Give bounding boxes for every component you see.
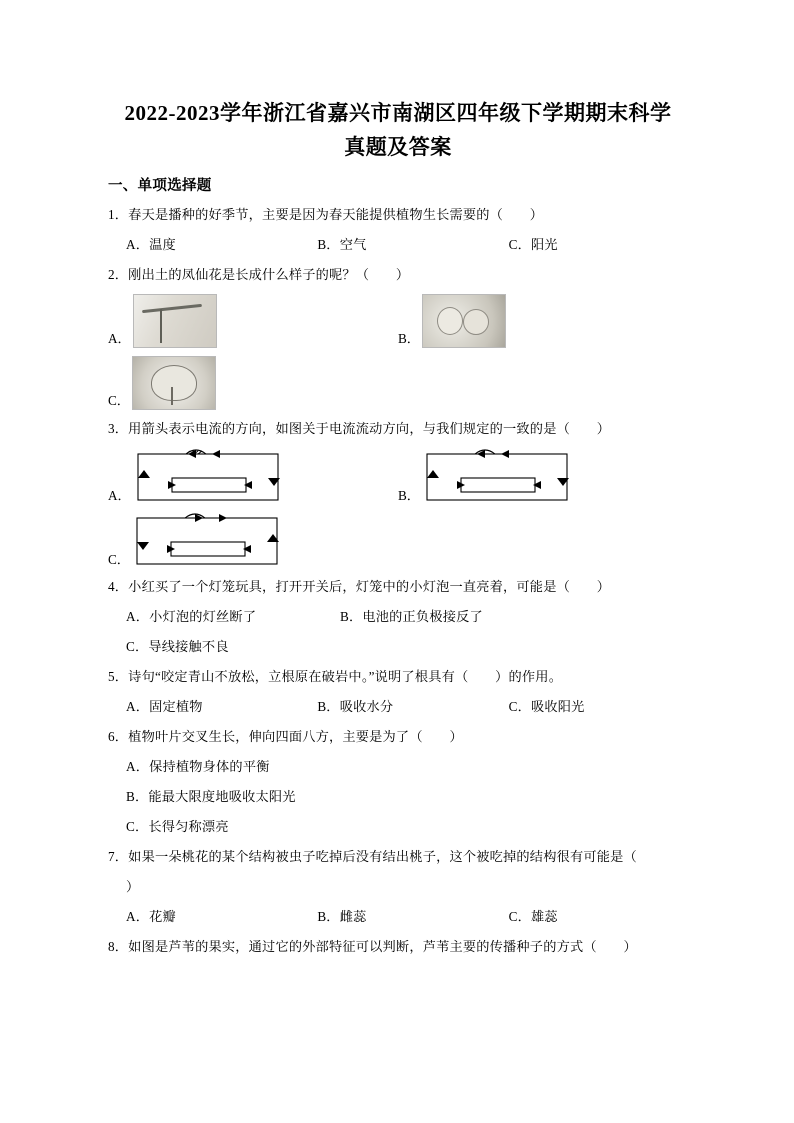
question-1-option-a[interactable]: A．温度 [126,237,176,252]
question-1-option-b[interactable]: B．空气 [317,237,367,252]
question-3-option-a[interactable] [108,448,398,506]
question-3-option-a-label: A． [108,488,131,503]
question-7-option-b[interactable]: B．雌蕊 [317,909,367,924]
question-6-option-a[interactable]: A．保持植物身体的平衡 [126,759,270,774]
question-6-option-b[interactable]: B．能最大限度地吸收太阳光 [126,789,296,804]
question-6-option-c[interactable]: C．长得匀称漂亮 [126,819,229,834]
question-5-option-a[interactable]: A．固定植物 [126,699,203,714]
question-2-option-a[interactable] [108,294,398,348]
leaf-photo [132,356,216,410]
question-2-option-c[interactable] [108,356,216,410]
sprout-photo [422,294,506,348]
circuit-diagram-c-icon [133,512,281,570]
question-3-option-b-label: B． [398,488,420,503]
document-content [108,96,688,974]
page-title-line2: 真题及答案 [344,135,452,159]
question-7-text-continued: ） [126,879,140,894]
question-6-options [108,756,688,837]
question-5-option-b[interactable]: B．吸收水分 [317,699,394,714]
seedling-photo [133,294,217,348]
page-title-line1: 2022-2023学年浙江省嘉兴市南湖区四年级下学期期末科学 [124,101,672,125]
question-5-text: 5．诗句“咬定青山不放松，立根原在破岩中。”说明了根具有（ ）的作用。 [108,669,563,684]
question-4-text: 4．小红买了一个灯笼玩具，打开开关后，灯笼中的小灯泡一直亮着，可能是（ ） [108,579,611,594]
question-7-option-c[interactable]: C．雄蕊 [508,909,558,924]
page-bottom-spacer [108,966,688,974]
circuit-diagram-a-icon [134,448,282,506]
question-1-text: 1．春天是播种的好季节，主要是因为春天能提供植物生长需要的（ ） [108,207,544,222]
question-3-circuit-options [108,448,688,570]
question-7-options [108,906,688,927]
section-heading-multiple-choice: 一、单项选择题 [108,178,212,194]
question-8-text: 8．如图是芦苇的果实，通过它的外部特征可以判断，芦苇主要的传播种子的方式（ ） [108,939,637,954]
question-3-option-c-label: C． [108,552,130,567]
circuit-diagram-b-icon [423,448,571,506]
question-4-option-c[interactable]: C．导线接触不良 [126,639,229,654]
question-3-circuit-row-1 [108,448,688,506]
question-4-options-stack [108,636,688,657]
question-4-option-a[interactable]: A．小灯泡的灯丝断了 [126,609,257,624]
question-4-option-b[interactable]: B．电池的正负极接反了 [340,609,483,624]
question-2-option-c-label: C． [108,393,130,408]
question-2-option-b[interactable] [398,294,506,348]
question-2-image-options [108,294,688,410]
question-5-options [108,696,688,717]
question-3-circuit-row-2 [108,512,688,570]
page-title [108,96,688,164]
question-2-text: 2．刚出土的凤仙花是长成什么样子的呢？（ ） [108,267,410,282]
question-7-text: 7．如果一朵桃花的某个结构被虫子吃掉后没有结出桃子，这个被吃掉的结构很有可能是（ [108,849,637,864]
question-7-option-a[interactable]: A．花瓣 [126,909,176,924]
question-3-option-b[interactable] [398,448,571,506]
question-2-option-b-label: B． [398,331,420,346]
question-2-image-row-2 [108,356,688,410]
question-1-options [108,234,688,255]
question-3-option-c[interactable] [108,512,281,570]
question-2-image-row-1 [108,294,688,348]
question-5-option-c[interactable]: C．吸收阳光 [508,699,585,714]
question-1-option-c[interactable]: C．阳光 [508,237,558,252]
question-2-option-a-label: A． [108,331,131,346]
question-6-text: 6．植物叶片交叉生长，伸向四面八方，主要是为了（ ） [108,729,463,744]
question-4-options-row [108,606,688,627]
question-3-text: 3．用箭头表示电流的方向，如图关于电流流动方向，与我们规定的一致的是（ ） [108,421,611,436]
